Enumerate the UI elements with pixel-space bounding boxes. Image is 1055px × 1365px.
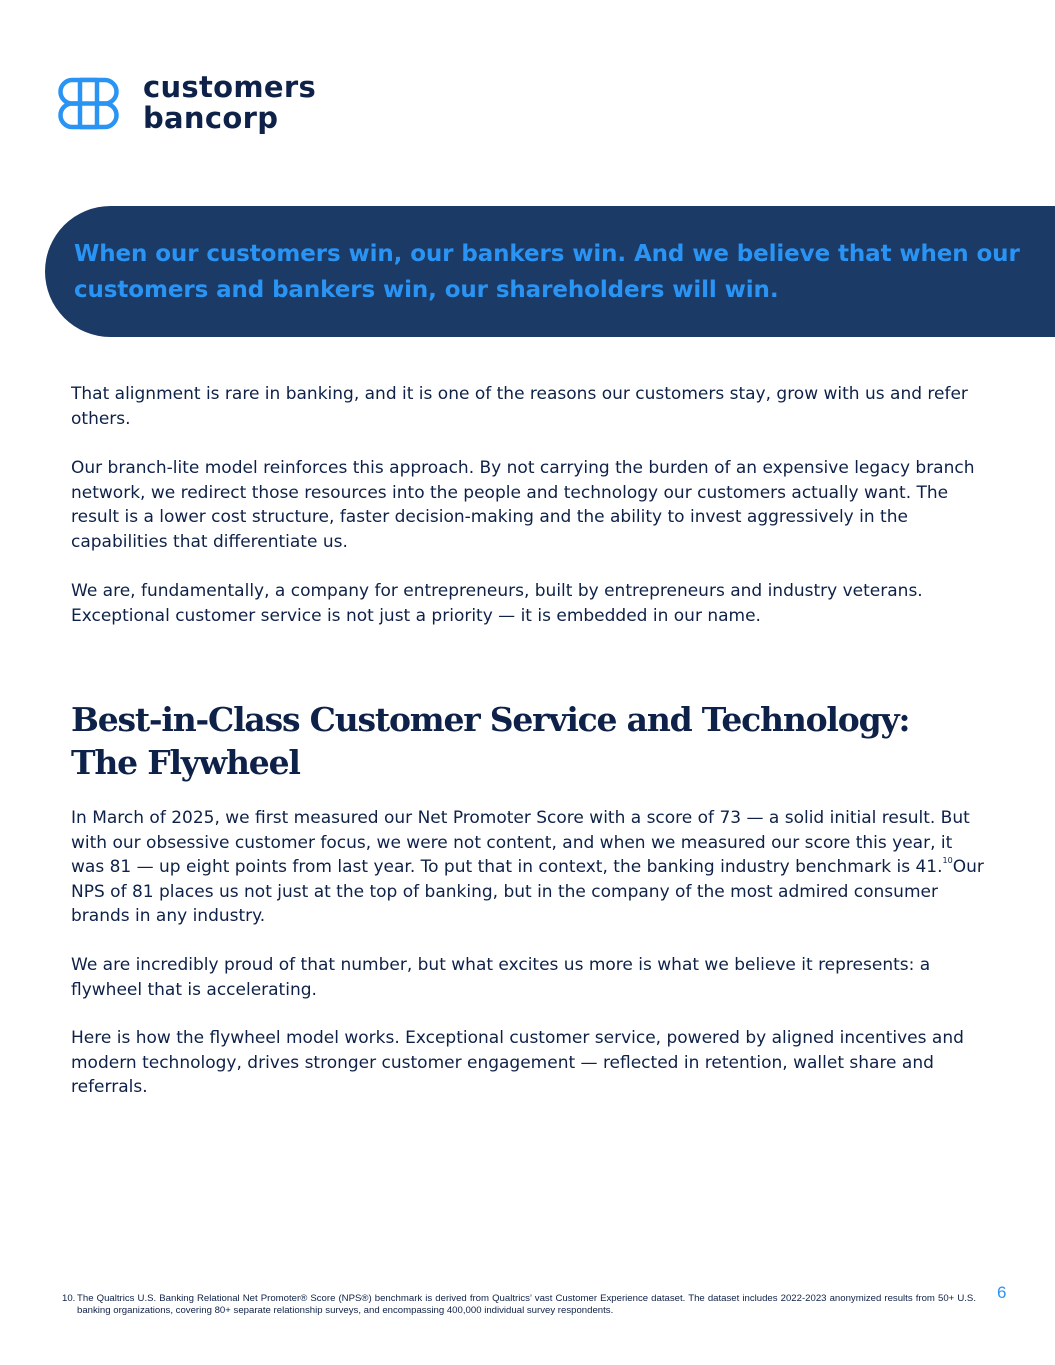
paragraph-flywheel-model: Here is how the flywheel model works. Exceptional customer service, powered by aligned incentives and modern technology, drives stronger customer engagement — reflected in retention, wallet share and referrals. <box>71 1028 964 1098</box>
logo-line-2: bancorp <box>143 101 279 135</box>
page-number: 6 <box>997 1283 1007 1302</box>
footnote <box>62 1293 976 1316</box>
paragraph-nps <box>71 806 986 929</box>
logo-line-1: customers <box>143 70 317 104</box>
section-heading <box>71 698 971 784</box>
paragraph-alignment: That alignment is rare in banking, and it is one of the reasons our customers stay, grow with us and refer others. <box>71 384 968 429</box>
section-heading-line-1: Best-in-Class Customer Service and Technology: <box>71 700 910 739</box>
logo-wordmark <box>143 72 316 134</box>
banner-quote-text: When our customers win, our bankers win. And we believe that when our customers and bankers win, our shareholders will win. <box>74 241 1020 303</box>
paragraph-nps-part-1: In March of 2025, we first measured our Net Promoter Score with a score of 73 — a solid initial result. But with our obsessive customer focus, we were not content, and when we measured our score this year, it was 81 — up eight points from last year. To put that in context, the banking industry benchmark is 41. <box>71 808 970 878</box>
customers-bancorp-logo-icon <box>58 76 120 130</box>
paragraph-branch-lite: Our branch-lite model reinforces this approach. By not carrying the burden of an expensive legacy branch network, we redirect those resources into the people and technology our customers actually want. The result is a lower cost structure, faster decision-making and the ability to invest aggressively in the capabilities that differentiate us. <box>71 458 975 552</box>
paragraph-entrepreneurs: We are, fundamentally, a company for entrepreneurs, built by entrepreneurs and industry veterans. Exceptional customer service is not just a priority — it is embedded in our name. <box>71 581 923 626</box>
footnote-reference: 10 <box>942 856 953 866</box>
quote-banner <box>45 206 1055 337</box>
section-heading-line-2: The Flywheel <box>71 743 300 782</box>
paragraph-nps-part-2: Our NPS of 81 places us not just at the top of banking, but in the company of the most admired consumer brands in any industry. <box>71 857 984 927</box>
company-logo <box>58 72 316 134</box>
paragraph-proud: We are incredibly proud of that number, but what excites us more is what we believe it represents: a flywheel that is accelerating. <box>71 955 931 1000</box>
footnote-number: 10. <box>62 1293 76 1304</box>
footnote-text: The Qualtrics U.S. Banking Relational Net Promoter® Score (NPS®) benchmark is derived from Qualtrics’ vast Customer Experience dataset. The dataset includes 2022-2023 anonymized results from 50+ U.S. banking organizations, covering 80+ separate relationship surveys, and encompassing 400,000 individual survey respondents. <box>77 1293 976 1316</box>
